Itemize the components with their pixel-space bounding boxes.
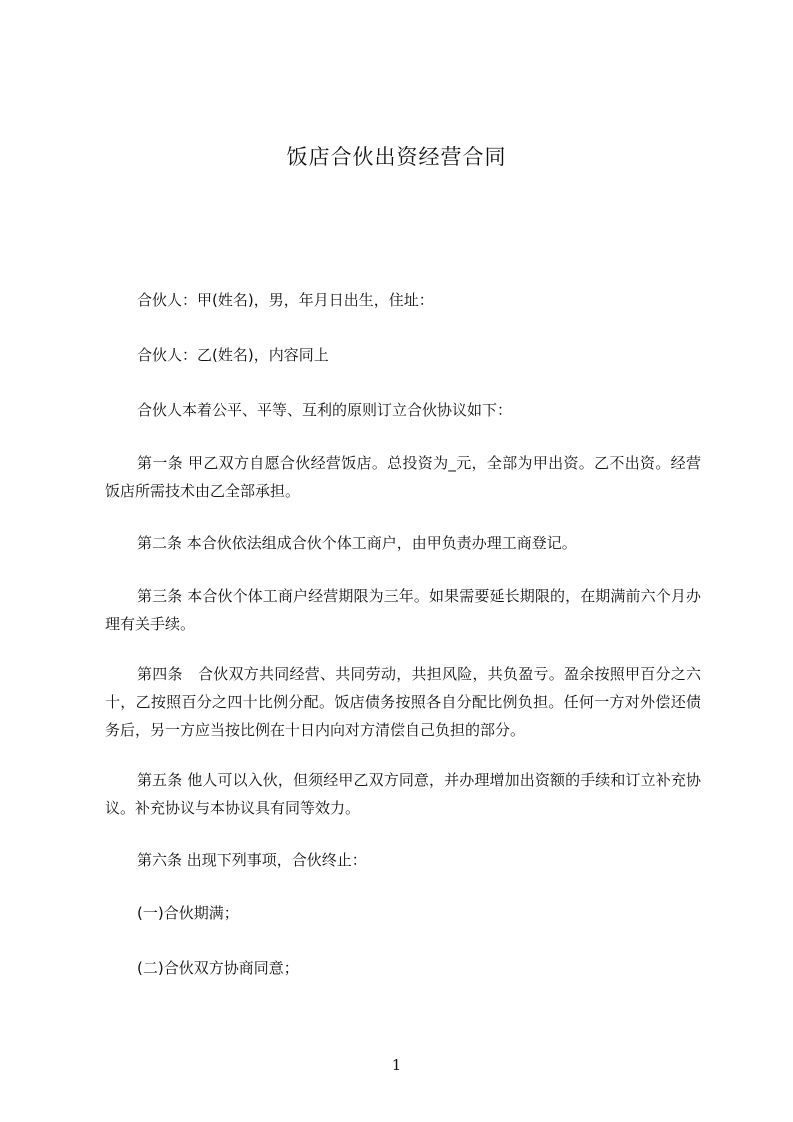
paragraph-article-4: 第四条 合伙双方共同经营、共同劳动，共担风险，共负盈亏。盈余按照甲百分之六十，乙按照百分之四十比例分配。饭店债务按照各自分配比例负担。任何一方对外偿还债务后，另一方应当按比例在十日内向对方清偿自己负担的部分。 — [105, 665, 701, 739]
paragraph-article-5: 第五条 他人可以入伙，但须经甲乙双方同意，并办理增加出资额的手续和订立补充协议。补充协议与本协议具有同等效力。 — [105, 771, 701, 817]
list-item-term-2: (二)合伙双方协商同意； — [137, 959, 299, 977]
page-number: 1 — [391, 1056, 402, 1074]
paragraph-article-3: 第三条 本合伙个体工商户经营期限为三年。如果需要延长期限的，在期满前六个月办理有关手续。 — [105, 587, 701, 633]
paragraph-partner-a: 合伙人：甲(姓名)，男，年月日出生，住址： — [137, 291, 434, 309]
paragraph-article-1: 第一条 甲乙双方自愿合伙经营饭店。总投资为_元，全部为甲出资。乙不出资。经营饭店所需技术由乙全部承担。 — [105, 454, 701, 500]
paragraph-partner-b: 合伙人：乙(姓名)，内容同上 — [137, 346, 329, 364]
document-title: 饭店合伙出资经营合同 — [286, 145, 507, 169]
paragraph-preamble: 合伙人本着公平、平等、互利的原则订立合伙协议如下： — [137, 401, 513, 419]
list-item-term-1: (一)合伙期满； — [137, 904, 239, 922]
paragraph-article-6: 第六条 出现下列事项，合伙终止： — [137, 851, 367, 869]
paragraph-article-2: 第二条 本合伙依法组成合伙个体工商户，由甲负责办理工商登记。 — [137, 534, 577, 552]
